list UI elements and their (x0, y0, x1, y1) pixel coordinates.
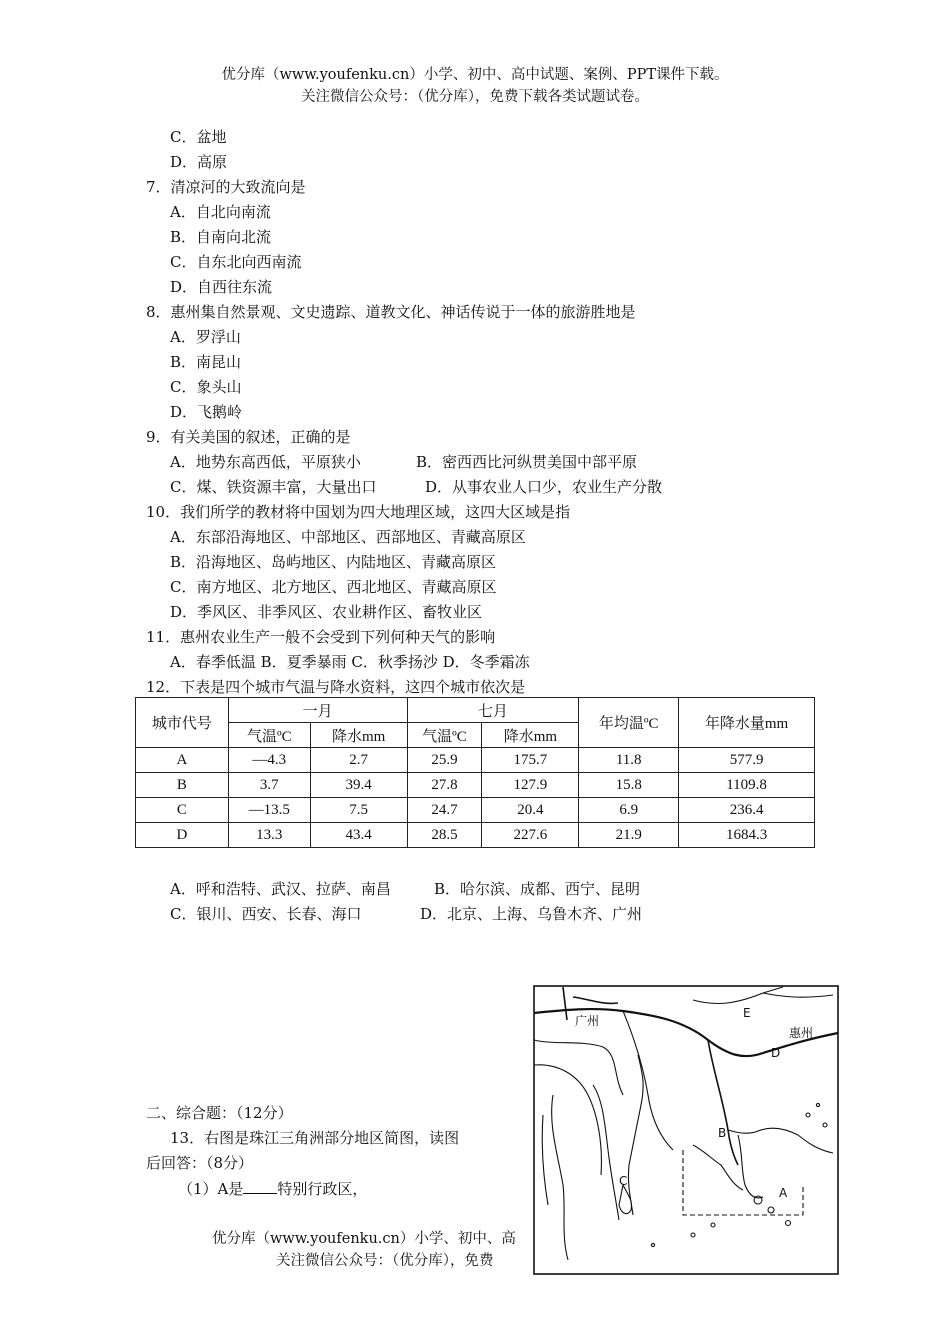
label-c: C (619, 1174, 628, 1188)
table-cell: 28.5 (407, 823, 482, 848)
q12-stem: 12．下表是四个城市气温与降水资料，这四个城市依次是 (146, 678, 526, 696)
table-cell: 6.9 (579, 798, 679, 823)
q8-stem: 8．惠州集自然景观、文史遗踪、道教文化、神话传说于一体的旅游胜地是 (146, 303, 636, 321)
table-cell: 27.8 (407, 773, 482, 798)
q9-option-c: C．煤、铁资源丰富，大量出口 (170, 478, 377, 496)
table-cell: B (136, 773, 229, 798)
q8-option-c: C．象头山 (170, 378, 242, 396)
q11-stem: 11．惠州农业生产一般不会受到下列何种天气的影响 (146, 628, 496, 646)
q13-stem-line2: 后回答：（8分） (146, 1154, 254, 1172)
climate-table (135, 697, 815, 848)
q12-option-b: B．哈尔滨、成都、西宁、昆明 (434, 880, 641, 898)
label-huizhou: 惠州 (789, 1026, 814, 1040)
q9-stem: 9．有关美国的叙述，正确的是 (146, 428, 351, 446)
table-cell: 24.7 (407, 798, 482, 823)
pearl-river-delta-map (533, 985, 839, 1275)
table-cell: 21.9 (579, 823, 679, 848)
q13-stem-line1: 13．右图是珠江三角洲部分地区简图，读图 (170, 1129, 460, 1147)
label-guangzhou: 广州 (575, 1014, 600, 1028)
header-annual-temp: 年均温ºC (579, 698, 679, 748)
table-cell: 20.4 (482, 798, 579, 823)
table-cell: 227.6 (482, 823, 579, 848)
header-jan-temp: 气温ºC (228, 723, 310, 748)
q13-sub1-suffix: 特别行政区， (277, 1180, 368, 1198)
table-cell: 175.7 (482, 748, 579, 773)
q7-option-b: B．自南向北流 (170, 228, 272, 246)
label-e: E (743, 1006, 751, 1020)
q10-option-d: D．季风区、非季风区、农业耕作区、畜牧业区 (170, 603, 483, 621)
q7-option-a: A．自北向南流 (170, 203, 271, 221)
table-cell: 236.4 (679, 798, 815, 823)
q6-option-c: C．盆地 (170, 128, 227, 146)
q10-option-b: B．沿海地区、岛屿地区、内陆地区、青藏高原区 (170, 553, 497, 571)
header-jul-rain: 降水mm (482, 723, 579, 748)
table-cell: —13.5 (228, 798, 310, 823)
label-b: B (718, 1126, 727, 1140)
table-cell: 127.9 (482, 773, 579, 798)
footer-line-2: 关注微信公众号：（优分库），免费 (276, 1253, 494, 1269)
label-d: D (771, 1046, 781, 1060)
q9-option-a: A．地势东高西低，平原狭小 (170, 453, 361, 471)
table-cell: 1109.8 (679, 773, 815, 798)
table-cell: 577.9 (679, 748, 815, 773)
header-jul-temp: 气温ºC (407, 723, 482, 748)
answer-blank[interactable] (243, 1179, 277, 1194)
table-cell: A (136, 748, 229, 773)
table-cell: 15.8 (579, 773, 679, 798)
q10-option-c: C．南方地区、北方地区、西北地区、青藏高原区 (170, 578, 497, 596)
table-cell: 13.3 (228, 823, 310, 848)
table-row (136, 773, 815, 798)
q7-option-c: C．自东北向西南流 (170, 253, 302, 271)
q8-option-b: B．南昆山 (170, 353, 242, 371)
table-row (136, 798, 815, 823)
header-line-1: 优分库（www.youfenku.cn）小学、初中、高中试题、案例、PPT课件下载。 (221, 67, 729, 83)
header-annual-rain: 年降水量mm (679, 698, 815, 748)
q10-option-a: A．东部沿海地区、中部地区、西部地区、青藏高原区 (170, 528, 526, 546)
footer-line-1: 优分库（www.youfenku.cn）小学、初中、高 (212, 1231, 516, 1247)
q13-sub1 (178, 1178, 367, 1200)
table-cell: 7.5 (310, 798, 407, 823)
table-cell: C (136, 798, 229, 823)
table-row (136, 823, 815, 848)
q8-option-a: A．罗浮山 (170, 328, 241, 346)
table-cell: 2.7 (310, 748, 407, 773)
q13-sub1-prefix: （1）A是 (178, 1180, 244, 1198)
header-july: 七月 (407, 698, 579, 723)
table-cell: 25.9 (407, 748, 482, 773)
table-cell: 43.4 (310, 823, 407, 848)
q11-options: A．春季低温 B．夏季暴雨 C．秋季扬沙 D．冬季霜冻 (170, 653, 530, 671)
q9-option-d: D．从事农业人口少，农业生产分散 (425, 478, 663, 496)
q6-option-d: D．高原 (170, 153, 228, 171)
table-row (136, 748, 815, 773)
header-line-2: 关注微信公众号：（优分库），免费下载各类试题试卷。 (301, 89, 649, 105)
label-a: A (779, 1186, 788, 1200)
q7-option-d: D．自西往东流 (170, 278, 273, 296)
q12-option-d: D．北京、上海、乌鲁木齐、广州 (420, 905, 643, 923)
q9-option-b: B．密西西比河纵贯美国中部平原 (416, 453, 638, 471)
table-cell: 3.7 (228, 773, 310, 798)
q12-option-c: C．银川、西安、长春、海口 (170, 905, 362, 923)
table-cell: 39.4 (310, 773, 407, 798)
q12-option-a: A．呼和浩特、武汉、拉萨、南昌 (170, 880, 391, 898)
q7-stem: 7．清凉河的大致流向是 (146, 178, 306, 196)
header-city-code: 城市代号 (136, 698, 229, 748)
q8-option-d: D．飞鹅岭 (170, 403, 243, 421)
table-cell: —4.3 (228, 748, 310, 773)
table-cell: D (136, 823, 229, 848)
section2-title: 二、综合题：（12分） (146, 1104, 293, 1122)
q10-stem: 10．我们所学的教材将中国划为四大地理区域，这四大区域是指 (146, 503, 571, 521)
table-cell: 11.8 (579, 748, 679, 773)
table-cell: 1684.3 (679, 823, 815, 848)
header-january: 一月 (228, 698, 407, 723)
header-jan-rain: 降水mm (310, 723, 407, 748)
